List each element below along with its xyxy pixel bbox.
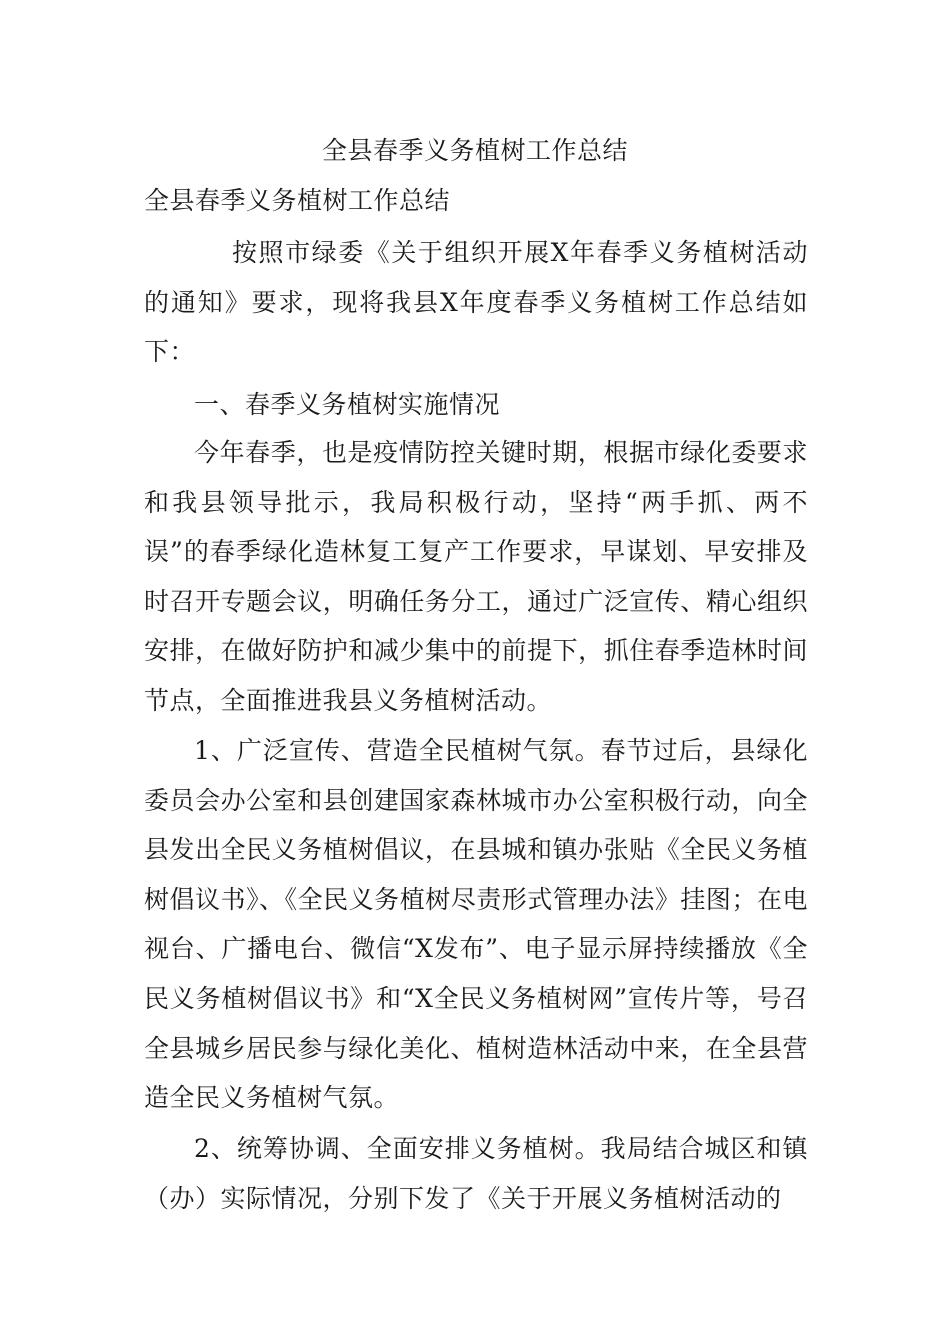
paragraph-publicity: 1、广泛宣传、营造全民植树气氛。春节过后，县绿化委员会办公室和县创建国家森林城市办公室积极行动，向全县发出全民义务植树倡议，在县城和镇办张贴《全民义务植树倡议书》、《全民义务植树尽责形式管理办法》挂图；在电视台、广播电台、微信“X发布”、电子显示屏持续播放《全民义务植树倡议书》和“X全民义务植树网”宣传片等，号召全县城乡居民参与绿化美化、植树造林活动中来，在全县营造全民义务植树气氛。 [144, 736, 808, 1113]
section-heading: 一、春季义务植树实施情况 [194, 390, 501, 419]
document-title: 全县春季义务植树工作总结 [321, 136, 628, 165]
intro-paragraph: 按照市绿委《关于组织开展X年春季义务植树活动的通知》要求，现将我县X年度春季义务植树工作总结如下： [144, 238, 808, 367]
paragraph-overview: 今年春季，也是疫情防控关键时期，根据市绿化委要求和我县领导批示，我局积极行动，坚持“两手抓、两不误”的春季绿化造林复工复产工作要求，早谋划、早安排及时召开专题会议，明确任务分工，通过广泛宣传、精心组织安排，在做好防护和减少集中的前提下，抓住春季造林时间节点，全面推进我县义务植树活动。 [144, 438, 808, 715]
document-subtitle: 全县春季义务植树工作总结 [144, 186, 451, 215]
paragraph-coordination: 2、统筹协调、全面安排义务植树。我局结合城区和镇（办）实际情况，分别下发了《关于开展义务植树活动的 [144, 1134, 808, 1213]
